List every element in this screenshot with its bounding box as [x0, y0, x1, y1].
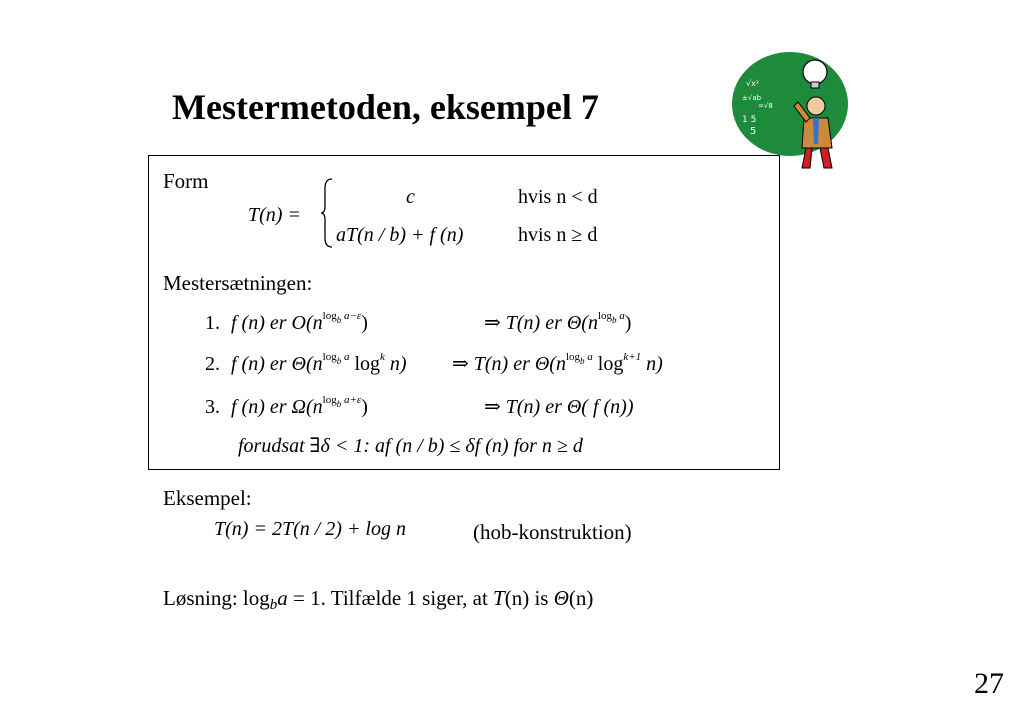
case1-value: c — [406, 186, 415, 208]
svg-text:√x²: √x² — [746, 79, 760, 88]
example-label: Eksempel: — [163, 486, 252, 510]
rule-3: 3. f (n) er $\Omega(n^{log_b a+\varepsilon})$ — [205, 394, 368, 418]
case2-value: aT(n / b) + f (n) — [336, 224, 464, 246]
rule-2-result: ⇒ T(n) er $\Theta(n^{log_b a}$ $\log^{k+1} n$) — [452, 351, 663, 375]
svg-text:=√8: =√8 — [758, 102, 773, 110]
recurrence-lhs: T(n) = — [248, 204, 301, 226]
theorem-label: Mestersætningen: — [163, 271, 313, 295]
rule-1-result: ⇒ T(n) er $\Theta(n^{log_b a})$ — [484, 310, 632, 334]
svg-text:±√ab: ±√ab — [742, 94, 762, 102]
case1-condition: hvis n < d — [518, 186, 598, 208]
rule-3-result: ⇒ T(n) er Θ( f (n)) — [484, 396, 634, 418]
example-equation: T(n) = 2T(n / 2) + log n — [214, 518, 406, 540]
rule-2: 2. f (n) er $\Theta(n^{log_b a}$ $\log^k n$) — [205, 351, 407, 375]
page-number: 27 — [974, 667, 1004, 700]
slide-title: Mestermetoden, eksempel 7 — [172, 87, 599, 127]
rule-3-condition: forudsat ∃δ < 1: af (n / b) ≤ δf (n) for n ≥ d — [238, 435, 583, 457]
rule-1: 1. f (n) er $O(n^{log_b a-\varepsilon})$ — [205, 310, 368, 334]
left-brace-icon — [320, 178, 334, 248]
case2-condition: hvis n ≥ d — [518, 224, 598, 246]
solution-line: Løsning: $\log_ba = 1$. Tilfælde 1 siger, at T(n) is Θ(n) — [163, 586, 594, 613]
svg-text:1 5: 1 5 — [742, 115, 757, 125]
example-note: (hob-konstruktion) — [473, 520, 632, 544]
professor-chalkboard-icon — [728, 44, 860, 172]
form-label: Form — [163, 169, 209, 193]
svg-text:5: 5 — [750, 126, 757, 137]
